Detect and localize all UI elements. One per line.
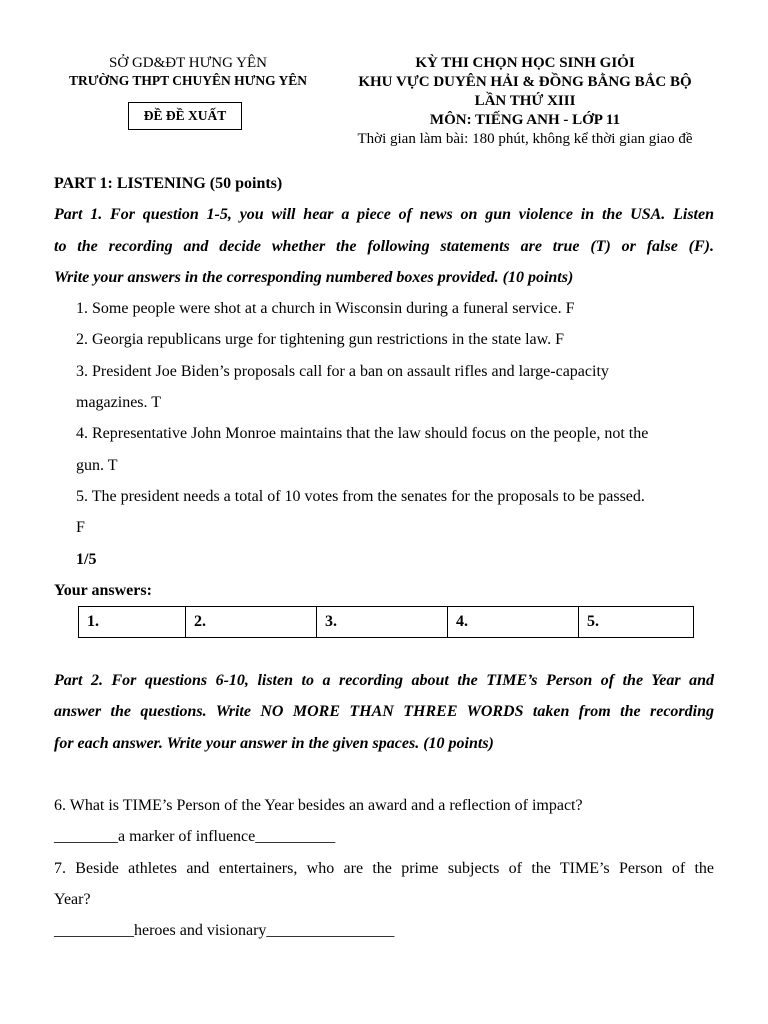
answer-cell-4[interactable]: 4. (448, 607, 579, 638)
answer-6: ________a marker of influence__________ (54, 828, 336, 846)
question-7: 7. Beside athletes and entertainers, who are the prime subjects of the TIME’s Person of the (54, 859, 714, 877)
part2-instruction-line: for each answer. Write your answer in the given spaces. (10 points) (54, 734, 494, 752)
question-4: 4. Representative John Monroe maintains that the law should focus on the people, not the (76, 425, 649, 443)
question-6: 6. What is TIME’s Person of the Year besides an award and a reflection of impact? (54, 797, 583, 815)
school-name: TRƯỜNG THPT CHUYÊN HƯNG YÊN (68, 73, 308, 88)
answer-7: __________heroes and visionary________________ (54, 922, 395, 940)
question-1: 1. Some people were shot at a church in Wisconsin during a funeral service. F (76, 300, 575, 318)
department-name: SỞ GD&ĐT HƯNG YÊN (109, 55, 267, 71)
question-7-cont: Year? (54, 891, 91, 909)
question-4-cont: gun. T (76, 456, 118, 474)
question-5: 5. The president needs a total of 10 votes from the senates for the proposals to be passed. (76, 487, 645, 505)
answer-cell-3[interactable]: 3. (317, 607, 448, 638)
exam-round: LẦN THỨ XIII (474, 93, 576, 109)
question-2: 2. Georgia republicans urge for tightening gun restrictions in the state law. F (76, 331, 565, 349)
answer-table (78, 606, 694, 638)
part2-instruction-line: answer the questions. Write NO MORE THAN THREE WORDS taken from the recording (54, 703, 714, 721)
exam-title: KỲ THI CHỌN HỌC SINH GIỎI (415, 55, 635, 71)
answers-label: Your answers: (54, 581, 152, 599)
header-right (330, 54, 720, 149)
answer-cell-5[interactable]: 5. (579, 607, 694, 638)
proposal-label: ĐỀ ĐỀ XUẤT (128, 102, 242, 130)
answer-cell-2[interactable]: 2. (186, 607, 317, 638)
part1-instruction-line: Part 1. For question 1-5, you will hear a piece of news on gun violence in the USA. Listen (54, 206, 714, 224)
answer-cell-1[interactable]: 1. (79, 607, 186, 638)
score: 1/5 (76, 550, 97, 568)
spacer (54, 759, 714, 790)
exam-subject: MÔN: TIẾNG ANH - LỚP 11 (429, 112, 621, 128)
part2-instruction-line: Part 2. For questions 6-10, listen to a recording about the TIME’s Person of the Year and (54, 672, 714, 689)
question-3: 3. President Joe Biden’s proposals call for a ban on assault rifles and large-capacity (76, 362, 609, 380)
part1-section (54, 168, 714, 606)
part1-instruction-line: to the recording and decide whether the following statements are true (T) or false (F). (54, 237, 714, 255)
exam-time: Thời gian làm bài: 180 phút, không kể thời gian giao đề (357, 131, 693, 147)
part1-instruction-line: Write your answers in the corresponding numbered boxes provided. (10 points) (54, 268, 574, 286)
header-left (52, 54, 324, 90)
question-5-cont: F (76, 519, 85, 537)
part2-section (54, 665, 714, 947)
part1-heading: PART 1: LISTENING (50 points) (54, 175, 283, 192)
question-3-cont: magazines. T (76, 394, 162, 412)
exam-region: KHU VỰC DUYÊN HẢI & ĐỒNG BẰNG BẮC BỘ (358, 74, 692, 90)
